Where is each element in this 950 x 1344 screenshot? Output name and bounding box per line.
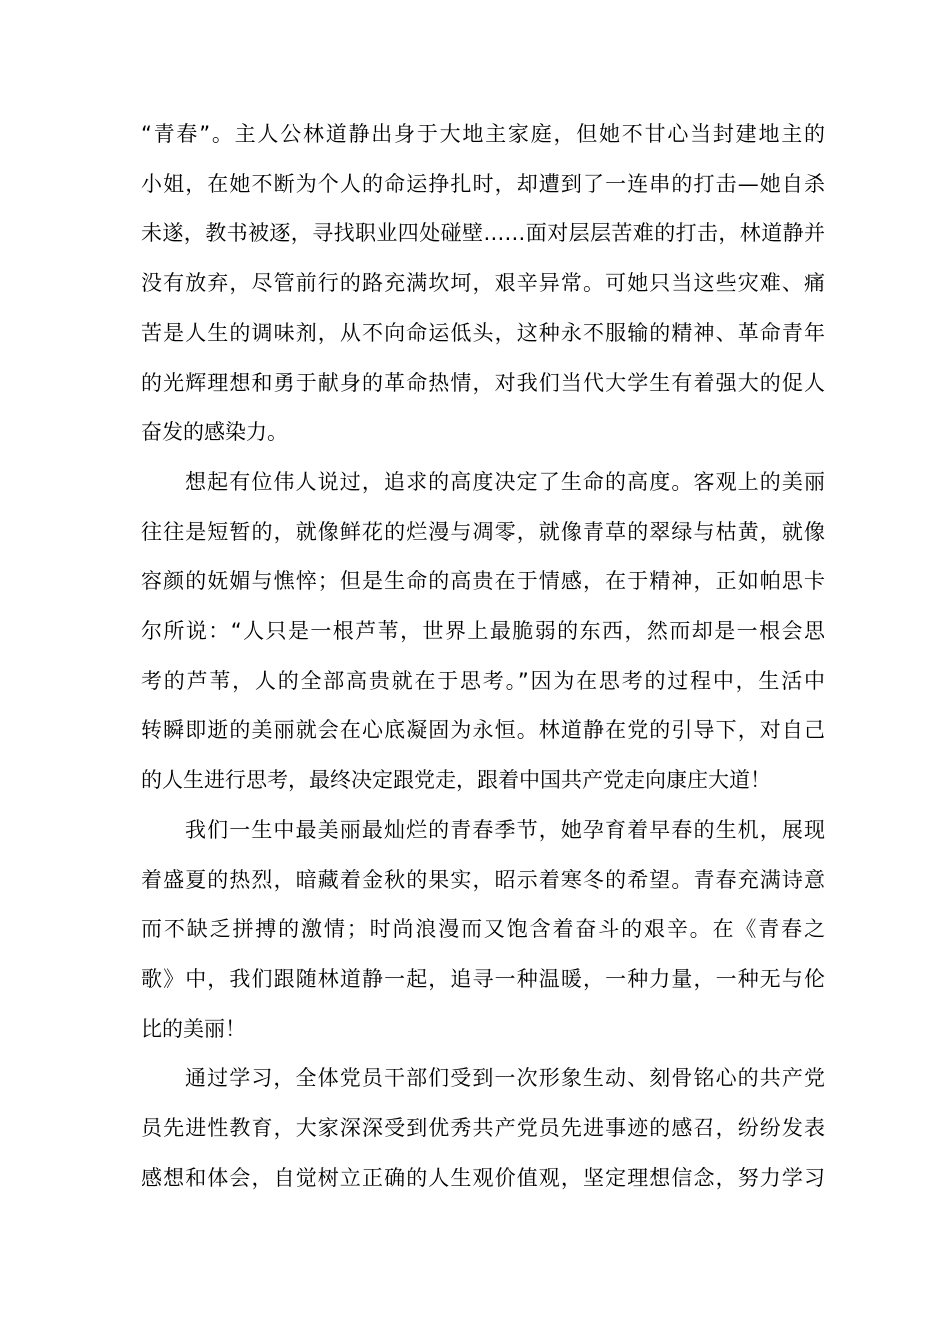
text-line: 转瞬即逝的美丽就会在心底凝固为永恒。林道静在党的引导下，对自己: [141, 718, 825, 743]
text-line: 员先进性教育，大家深深受到优秀共产党员先进事迹的感召，纷纷发表: [141, 1116, 825, 1141]
paragraph-1: [141, 110, 825, 458]
text-line: 想起有位伟人说过，追求的高度决定了生命的高度。客观上的美丽: [185, 469, 825, 494]
text-line: 我们一生中最美丽最灿烂的青春季节，她孕育着早春的生机，展现: [185, 817, 825, 842]
text-line: 着盛夏的热烈，暗藏着金秋的果实，昭示着寒冬的希望。青春充满诗意: [141, 867, 825, 892]
text-line: 通过学习，全体党员干部们受到一次形象生动、刻骨铭心的共产党: [185, 1066, 825, 1091]
text-line: 往往是短暂的，就像鲜花的烂漫与凋零，就像青草的翠绿与枯黄，就像: [141, 519, 825, 544]
text-line: 的人生进行思考，最终决定跟党走，跟着中国共产党走向康庄大道！: [141, 768, 771, 793]
text-line: 而不缺乏拼搏的激情；时尚浪漫而又饱含着奋斗的艰辛。在《青春之: [141, 917, 825, 942]
text-line: 尔所说：“人只是一根芦苇，世界上最脆弱的东西，然而却是一根会思: [141, 619, 825, 644]
text-line: 考的芦苇，人的全部高贵就在于思考。”因为在思考的过程中，生活中: [141, 668, 825, 693]
text-line: 小姐，在她不断为个人的命运挣扎时，却遭到了一连串的打击—她自杀: [141, 171, 825, 196]
text-line: 苦是人生的调味剂，从不向命运低头，这种永不服输的精神、革命青年: [141, 320, 825, 345]
document-body: [141, 110, 825, 1203]
paragraph-3: [141, 806, 825, 1055]
text-line: 比的美丽！: [141, 1016, 246, 1041]
text-line: 歌》中，我们跟随林道静一起，追寻一种温暖，一种力量，一种无与伦: [141, 966, 825, 991]
text-line: 容颜的妩媚与憔悴；但是生命的高贵在于情感，在于精神，正如帕思卡: [141, 569, 825, 594]
text-line: 没有放弃，尽管前行的路充满坎坷，艰辛异常。可她只当这些灾难、痛: [141, 271, 825, 296]
paragraph-4: [141, 1054, 825, 1203]
text-line: 未遂，教书被逐，寻找职业四处碰壁……面对层层苦难的打击，林道静并: [141, 221, 825, 246]
paragraph-2: [141, 458, 825, 806]
text-line: 奋发的感染力。: [141, 420, 288, 445]
text-line: “青春”。主人公林道静出身于大地主家庭，但她不甘心当封建地主的: [141, 122, 825, 146]
text-line: 的光辉理想和勇于献身的革命热情，对我们当代大学生有着强大的促人: [141, 370, 825, 395]
text-line: 感想和体会，自觉树立正确的人生观价值观，坚定理想信念，努力学习: [141, 1165, 825, 1190]
